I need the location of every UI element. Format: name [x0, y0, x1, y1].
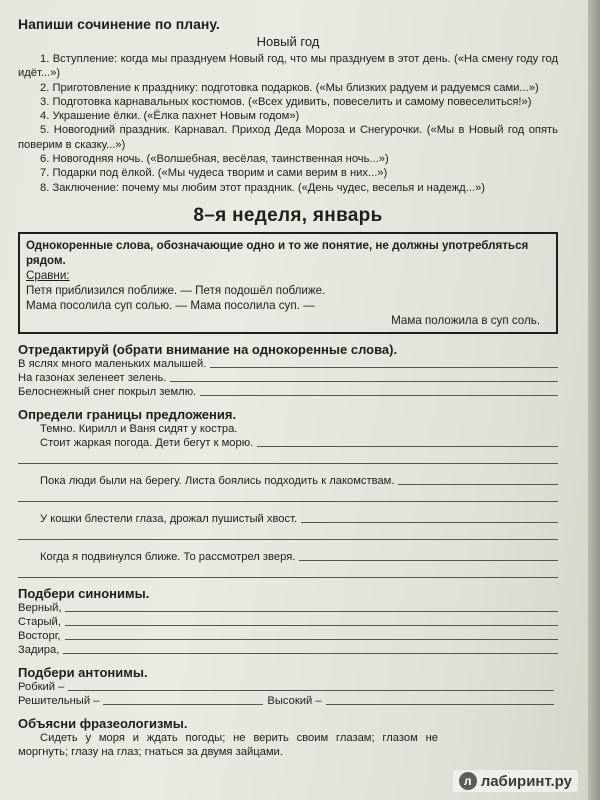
labirint-logo-icon: л	[459, 772, 477, 790]
answer-line[interactable]	[65, 625, 558, 626]
exercise-line	[18, 371, 558, 385]
rule-box	[18, 232, 558, 334]
exercise-line	[18, 474, 558, 488]
essay-title: Новый год	[256, 34, 320, 49]
exercise-line	[18, 385, 558, 399]
answer-line[interactable]	[63, 653, 558, 654]
borders-task-lines	[18, 422, 558, 578]
phrase-task-text: Сидеть у моря и ждать погоды; не верить своим глазам; глазом не моргнуть; глазу на глаз; гнаться за двумя зайцами.	[18, 731, 438, 758]
edit-task-heading: Отредактируй (обрати внимание на однокоренные слова).	[18, 341, 398, 357]
page-edge	[588, 0, 600, 800]
answer-line[interactable]	[18, 450, 558, 464]
exercise-text: Стоит жаркая погода. Дети бегут к морю.	[40, 436, 254, 449]
synonyms-task-lines	[18, 601, 558, 657]
answer-line[interactable]	[200, 395, 558, 396]
rule-example: Петя приблизился поближе. — Петя подошёл поближе.	[26, 283, 326, 297]
essay-task-heading: Напиши сочинение по плану.	[18, 16, 220, 32]
exercise-line	[18, 643, 558, 657]
plan-item: 6. Новогодняя ночь. («Волшебная, весёлая, таинственная ночь...»)	[40, 153, 389, 166]
answer-line[interactable]	[299, 560, 558, 561]
plan-item: 1. Вступление: когда мы празднуем Новый год, что мы празднуем в этот день. («На смену году год идёт...»)	[18, 53, 558, 80]
exercise-text: Когда я подвинулся ближе. То рассмотрел зверя.	[40, 550, 296, 563]
rule-example: Мама посолила суп солью. — Мама посолила суп. —	[26, 298, 315, 312]
site-watermark	[453, 770, 578, 792]
exercise-text: Пока люди были на берегу. Листа боялись подходить к лакомствам.	[40, 474, 395, 487]
exercise-text: Робкий –	[18, 680, 65, 693]
exercise-text: Верный,	[18, 601, 62, 614]
answer-line[interactable]	[68, 690, 554, 691]
edit-task-lines	[18, 357, 558, 399]
exercise-line	[18, 512, 558, 526]
compare-label: Сравни:	[26, 268, 70, 282]
week-title: 8–я неделя, январь	[193, 204, 383, 226]
answer-line[interactable]	[301, 522, 558, 523]
exercise-text: В яслях много маленьких малышей.	[18, 357, 207, 370]
answer-line[interactable]	[18, 488, 558, 502]
answer-line[interactable]	[18, 526, 558, 540]
rule-example: Мама положила в суп соль.	[391, 313, 540, 327]
answer-line[interactable]	[65, 639, 558, 640]
exercise-text: Темно. Кирилл и Ваня сидят у костра.	[40, 422, 238, 435]
answer-line[interactable]	[18, 564, 558, 578]
answer-line[interactable]	[210, 367, 558, 368]
essay-plan	[18, 52, 558, 195]
antonyms-task-lines	[18, 680, 558, 708]
plan-item: 2. Приготовление к празднику: подготовка подарков. («Мы близких радуем и радуемся сами...»)	[40, 81, 539, 94]
exercise-text: У кошки блестели глаза, дрожал пушистый хвост.	[40, 512, 298, 525]
synonyms-task-heading: Подбери синонимы.	[18, 585, 150, 601]
plan-item: 7. Подарки под ёлкой. («Мы чудеса творим и сами верим в них...»)	[40, 167, 388, 180]
exercise-line	[18, 694, 558, 708]
exercise-text: Решительный –	[18, 694, 100, 707]
watermark-text: лабиринт.ру	[480, 772, 572, 790]
exercise-line	[18, 629, 558, 643]
exercise-line	[18, 601, 558, 615]
plan-item: 5. Новогодний праздник. Карнавал. Приход Деда Мороза и Снегурочки. («Мы в Новый год опять поверим в сказку...»)	[18, 124, 558, 151]
answer-line[interactable]	[170, 381, 558, 382]
answer-line[interactable]	[103, 704, 263, 705]
plan-item: 3. Подготовка карнавальных костюмов. («Всех удивить, повеселить и самому повеселиться!»)	[40, 95, 532, 108]
exercise-text: Восторг,	[18, 629, 61, 642]
exercise-line	[18, 436, 558, 450]
exercise-line	[18, 615, 558, 629]
exercise-text: Высокий –	[267, 694, 322, 707]
exercise-text: На газонах зеленеет зелень.	[18, 371, 167, 384]
page-content	[18, 16, 558, 759]
exercise-text: Задира,	[18, 643, 60, 656]
rule-text: Однокоренные слова, обозначающие одно и то же понятие, не должны употребляться рядом.	[26, 238, 529, 267]
antonyms-task-heading: Подбери антонимы.	[18, 664, 148, 680]
exercise-line	[18, 357, 558, 371]
answer-line[interactable]	[398, 484, 558, 485]
plan-item: 4. Украшение ёлки. («Ёлка пахнет Новым годом»)	[40, 110, 300, 123]
answer-line[interactable]	[257, 446, 558, 447]
plan-item: 8. Заключение: почему мы любим этот праздник. («День чудес, веселья и надежд...»)	[40, 181, 485, 194]
exercise-line	[18, 550, 558, 564]
answer-line[interactable]	[65, 611, 558, 612]
phrase-task-heading: Объясни фразеологизмы.	[18, 715, 188, 731]
exercise-text: Белоснежный снег покрыл землю.	[18, 385, 197, 398]
answer-line[interactable]	[326, 704, 554, 705]
exercise-text: Старый,	[18, 615, 61, 628]
borders-task-heading: Определи границы предложения.	[18, 406, 237, 422]
exercise-line	[18, 680, 558, 694]
